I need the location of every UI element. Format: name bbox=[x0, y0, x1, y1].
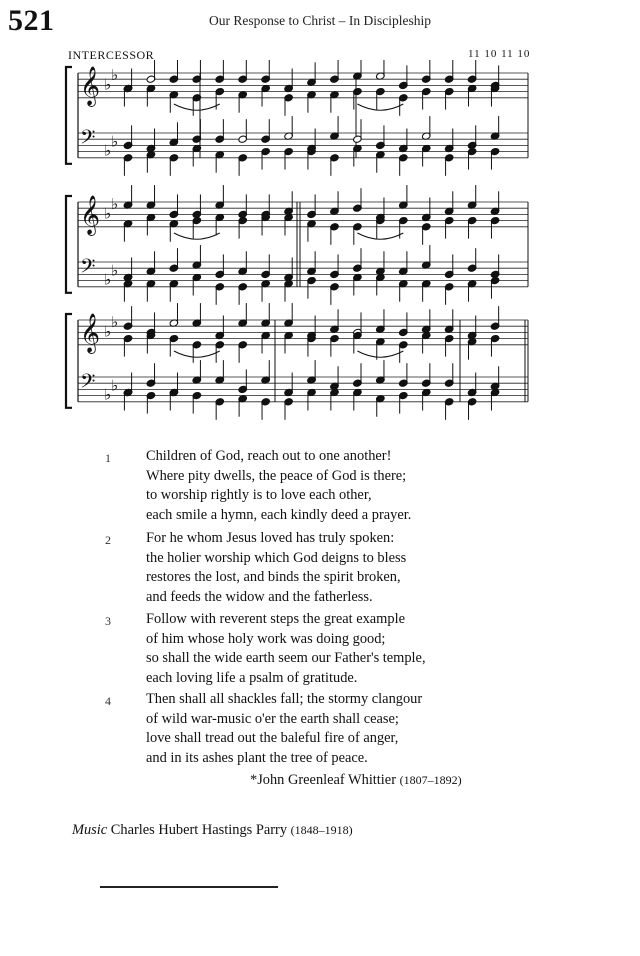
slur bbox=[174, 351, 220, 357]
verse-line: Follow with reverent steps the great example bbox=[146, 611, 405, 627]
author-name: *John Greenleaf Whittier bbox=[250, 772, 396, 788]
verse-line: and in its ashes plant the tree of peace. bbox=[146, 749, 368, 766]
slur bbox=[357, 233, 403, 239]
verse-2 bbox=[100, 530, 540, 612]
slur bbox=[357, 104, 403, 110]
treble-clef-icon: 𝄞 bbox=[80, 194, 101, 235]
flat-icon: ♭ bbox=[111, 313, 119, 332]
bass-clef-icon: 𝄢 bbox=[80, 254, 96, 283]
verse-number: 4 bbox=[105, 694, 111, 708]
footer-rule bbox=[100, 886, 278, 888]
tune-name: INTERCESSOR bbox=[68, 48, 155, 62]
meter: 11 10 11 10 bbox=[468, 48, 531, 60]
verse-line: of him whose holy work was doing good; bbox=[146, 630, 386, 647]
music-label: Music bbox=[72, 822, 108, 838]
verse-line: so shall the wide earth seem our Father's temple, bbox=[146, 650, 426, 667]
verse-1 bbox=[100, 448, 540, 530]
verse-line: For he whom Jesus loved has truly spoken: bbox=[146, 530, 395, 546]
bass-clef-icon: 𝄢 bbox=[80, 125, 96, 154]
composer-name: Charles Hubert Hastings Parry bbox=[110, 822, 288, 838]
flat-icon: ♭ bbox=[104, 204, 112, 223]
flat-icon: ♭ bbox=[104, 322, 112, 341]
author-dates: (1807–1892) bbox=[399, 773, 462, 787]
hymn-number: 521 bbox=[8, 4, 55, 37]
verse-line: Children of God, reach out to one another! bbox=[146, 448, 392, 464]
system-bracket bbox=[66, 314, 72, 408]
system-bracket bbox=[66, 196, 72, 293]
music-credit bbox=[72, 822, 353, 839]
verse-line: each smile a hymn, each kindly deed a prayer. bbox=[146, 506, 412, 523]
treble-clef-icon: 𝄞 bbox=[80, 312, 101, 353]
verse-line: to worship rightly is to love each other, bbox=[146, 487, 372, 504]
slur bbox=[174, 233, 220, 239]
flat-icon: ♭ bbox=[104, 75, 112, 94]
verse-line: of wild war-music o'er the earth shall cease; bbox=[146, 710, 399, 727]
flat-icon: ♭ bbox=[111, 66, 119, 85]
flat-icon: ♭ bbox=[111, 132, 119, 151]
running-head: Our Response to Christ – In Discipleship bbox=[209, 13, 431, 28]
verse-number: 3 bbox=[105, 614, 111, 628]
verse-line: each loving life a psalm of gratitude. bbox=[146, 669, 358, 686]
composer-dates: (1848–1918) bbox=[290, 823, 353, 837]
verse-4 bbox=[100, 691, 540, 773]
verse-number: 1 bbox=[105, 451, 111, 465]
flat-icon: ♭ bbox=[104, 270, 112, 289]
flat-icon: ♭ bbox=[104, 141, 112, 160]
flat-icon: ♭ bbox=[111, 195, 119, 214]
flat-icon: ♭ bbox=[104, 385, 112, 404]
music-score bbox=[0, 60, 640, 420]
verse-line: Then shall all shackles fall; the stormy clangour bbox=[146, 691, 423, 707]
flat-icon: ♭ bbox=[111, 376, 119, 395]
slur bbox=[174, 104, 220, 110]
verse-line: love shall tread out the baleful fire of anger, bbox=[146, 730, 399, 747]
verse-line: restores the lost, and binds the spirit broken, bbox=[146, 569, 401, 586]
verse-line: Where pity dwells, the peace of God is there; bbox=[146, 467, 407, 484]
slur bbox=[357, 351, 403, 357]
verse-line: and feeds the widow and the fatherless. bbox=[146, 588, 373, 605]
verse-number: 2 bbox=[105, 533, 111, 547]
verse-3 bbox=[100, 611, 540, 693]
verse-line: the holier worship which God deigns to bless bbox=[146, 549, 407, 566]
system-bracket bbox=[66, 67, 72, 164]
flat-icon: ♭ bbox=[111, 261, 119, 280]
bass-clef-icon: 𝄢 bbox=[80, 369, 96, 398]
attribution bbox=[250, 772, 462, 789]
treble-clef-icon: 𝄞 bbox=[80, 65, 101, 106]
